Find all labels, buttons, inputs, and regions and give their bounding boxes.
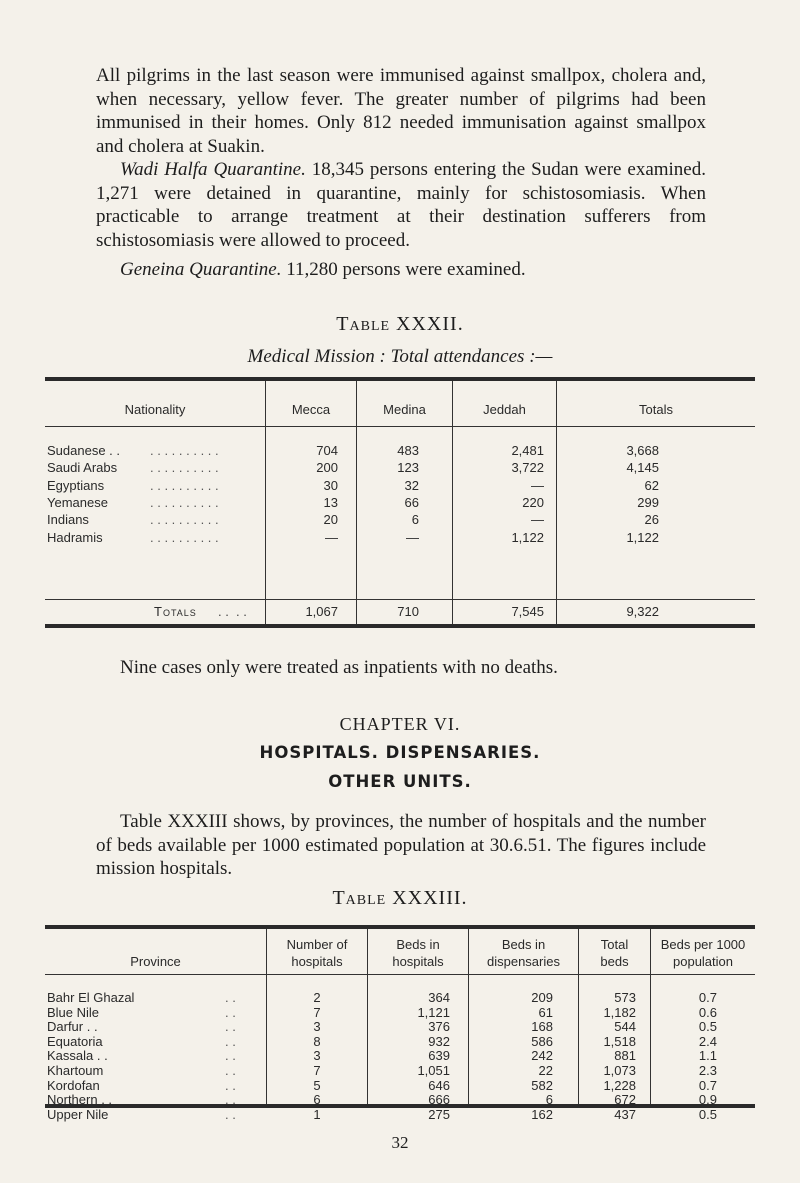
mecca-cell: 200 [316,460,338,476]
leader-dots: . . [225,1077,236,1093]
col-header-nationality: Nationality [124,402,186,417]
totals-jeddah: 7,545 [511,604,544,619]
total-beds-cell: 1,518 [603,1033,636,1049]
subtitle-part-b: Total attendances [390,346,525,367]
dispensary-beds-cell: 242 [531,1048,553,1064]
province-cell: Blue Nile [47,1004,100,1020]
jeddah-cell: — [531,512,544,528]
total-beds-cell: 1,228 [603,1077,636,1093]
col-header-province: Province [130,954,181,969]
wadi-halfa-text: 18,345 persons entering the Sudan were examined. 1,271 were detained in quarantine, mainly for schistosomiasis. When practicable to arrange treatment at their destination sufferers from schistosomiasis were allowed to proceed. [96,159,706,251]
chapter-title-line-1: HOSPITALS. DISPENSARIES. [259,743,541,762]
beds-cell: 932 [428,1033,450,1049]
hospitals-cell: 3 [313,1048,321,1064]
province-cell: Kordofan [47,1077,100,1093]
per-1000-cell: 0.7 [698,1077,717,1093]
total-beds-cell: 672 [614,1092,636,1108]
col-header-dispensaries-a: Beds in [501,937,546,952]
leader-dots: . . . . . . . . . . [150,460,219,476]
col-header-beds-a: Beds in [396,937,440,952]
dispensary-beds-cell: 209 [531,990,553,1005]
table-32-top-rule [45,377,755,381]
hospitals-cell: 5 [313,1077,321,1093]
dispensary-beds-cell: 22 [538,1063,553,1078]
mecca-cell: 30 [323,477,338,493]
leader-dots: . . . . . . . . . . [150,494,219,510]
jeddah-cell: — [531,477,544,493]
nationality-cell: Yemanese [47,494,108,510]
col-header-total-beds-b: beds [600,954,629,969]
per-1000-cell: 0.9 [698,1092,717,1108]
mecca-cell: 20 [323,512,338,528]
total-beds-cell: 544 [614,1019,636,1035]
nationality-cell: Hadramis [47,529,103,545]
per-1000-cell: 0.7 [698,990,717,1005]
jeddah-cell: 220 [522,494,544,510]
table-32-totals-rule [45,599,755,600]
beds-cell: 639 [428,1048,450,1064]
mecca-cell: 704 [316,443,338,458]
province-cell: Upper Nile [47,1106,109,1122]
mecca-cell: 13 [323,494,338,510]
col-header-per-1000-b: population [673,954,733,969]
dispensary-beds-cell: 582 [531,1077,553,1093]
hospitals-cell: 8 [313,1033,321,1049]
paragraph-wadi-halfa [96,158,706,252]
total-cell: 3,668 [626,443,659,458]
col-header-per-1000-a: Beds per 1000 [660,937,746,952]
beds-cell: 376 [428,1019,450,1035]
geneina-text: 11,280 persons were examined. [281,259,526,280]
leader-dots: . . [225,1048,236,1064]
leader-dots: . . [225,1019,236,1035]
total-cell: 62 [644,477,659,493]
col-header-hospitals-a: Number of [286,937,348,952]
totals-dots: . . . . [218,604,247,619]
medina-cell: 66 [404,494,419,510]
table-33-title: Table XXXIII. [332,887,468,909]
jeddah-cell: 1,122 [511,529,544,545]
beds-cell: 1,121 [417,1004,450,1020]
leader-dots: . . [225,1106,236,1122]
per-1000-cell: 0.5 [698,1019,717,1035]
total-beds-cell: 437 [614,1106,636,1122]
total-beds-cell: 881 [614,1048,636,1064]
nationality-cell: Saudi Arabs [47,460,118,476]
leader-dots: . . [225,990,236,1005]
nationality-cell: Egyptians [47,477,105,493]
totals-label: Totals [154,604,197,619]
paragraph-table-33-intro: Table XXXIII shows, by provinces, the number of hospitals and the number of beds available per 1000 estimated population at 30.6.51. The figures include mission hospitals. [96,811,706,879]
totals-total: 9,322 [626,604,659,619]
total-cell: 26 [644,512,659,528]
table-32-header-rule [45,426,755,427]
nationality-cell: Sudanese . . [47,443,120,458]
total-cell: 1,122 [626,529,659,545]
province-cell: Equatoria [47,1033,103,1049]
col-header-beds-b: hospitals [392,954,444,969]
beds-cell: 666 [428,1092,450,1108]
per-1000-cell: 2.3 [698,1063,717,1078]
dispensary-beds-cell: 162 [531,1106,553,1122]
totals-mecca: 1,067 [305,604,338,619]
col-header-medina: Medina [383,402,426,417]
total-beds-cell: 573 [614,990,636,1005]
leader-dots: . . [225,1063,236,1078]
province-cell: Khartoum [47,1063,104,1078]
hospitals-cell: 7 [313,1063,321,1078]
total-cell: 4,145 [626,460,659,476]
medina-cell: 32 [404,477,419,493]
medina-cell: 6 [411,512,419,528]
total-beds-cell: 1,182 [603,1004,636,1020]
leader-dots: . . [225,1004,236,1020]
geneina-heading: Geneina Quarantine. [120,259,282,280]
totals-medina: 710 [397,604,419,619]
col-header-jeddah: Jeddah [483,402,526,417]
per-1000-cell: 0.6 [698,1004,717,1020]
province-cell: Northern . . [47,1092,113,1108]
dispensary-beds-cell: 61 [538,1004,553,1020]
chapter-heading: CHAPTER VI. [339,714,461,734]
total-cell: 299 [637,494,659,510]
hospitals-cell: 1 [313,1106,321,1122]
leader-dots: . . [225,1033,236,1049]
per-1000-cell: 2.4 [698,1033,717,1049]
table-32-bottom-rule [45,624,755,628]
chapter-title-line-2: OTHER UNITS. [328,772,472,791]
col-header-hospitals-b: hospitals [291,954,343,969]
hospitals-cell: 3 [313,1019,321,1035]
total-beds-cell: 1,073 [603,1063,636,1078]
leader-dots: . . [225,1092,236,1108]
table-33-header-rule [45,974,755,975]
dispensary-beds-cell: 6 [545,1092,553,1108]
province-cell: Darfur . . [47,1019,98,1035]
nationality-cell: Indians [47,512,89,528]
dispensary-beds-cell: 586 [531,1033,553,1049]
province-cell: Kassala . . [47,1048,108,1064]
jeddah-cell: 3,722 [511,460,544,476]
leader-dots: . . . . . . . . . . [150,512,219,528]
jeddah-cell: 2,481 [511,443,544,458]
leader-dots: . . . . . . . . . . [150,529,219,545]
col-header-dispensaries-b: dispensaries [487,954,560,969]
table-32-title: Table XXXII. [336,313,464,335]
page-number: 32 [391,1133,409,1152]
subtitle-part-a: Medical Mission [247,346,375,367]
hospitals-cell: 7 [313,1004,321,1020]
beds-cell: 364 [428,990,450,1005]
dispensary-beds-cell: 168 [531,1019,553,1035]
paragraph-inpatients: Nine cases only were treated as inpatients with no deaths. [120,657,558,678]
subtitle-separator: : [374,346,391,367]
col-header-total-beds-a: Total [600,937,629,952]
beds-cell: 1,051 [417,1063,450,1078]
subtitle-end: :— [524,346,553,367]
table-33-top-rule [45,925,755,929]
medina-cell: — [406,529,419,545]
per-1000-cell: 0.5 [698,1106,717,1122]
beds-cell: 646 [428,1077,450,1093]
paragraph-pilgrims: All pilgrims in the last season were immunised against smallpox, cholera and, when necessary, yellow fever. The greater number of pilgrims had been immunised in their homes. Only 812 needed immunisation against smallpox and cholera at Suakin. [96,65,706,157]
province-cell: Bahr El Ghazal [47,990,135,1005]
wadi-halfa-heading: Wadi Halfa Quarantine. [120,159,306,180]
hospitals-cell: 2 [313,990,321,1005]
beds-cell: 275 [428,1106,450,1122]
medina-cell: 123 [397,460,419,476]
table-32-subtitle [0,346,800,368]
col-header-totals: Totals [639,402,673,417]
leader-dots: . . . . . . . . . . [150,443,219,458]
paragraph-geneina [96,258,706,282]
leader-dots: . . . . . . . . . . [150,477,219,493]
per-1000-cell: 1.1 [698,1048,717,1064]
medina-cell: 483 [397,443,419,458]
col-header-mecca: Mecca [291,402,331,417]
hospitals-cell: 6 [313,1092,321,1108]
mecca-cell: — [325,529,338,545]
